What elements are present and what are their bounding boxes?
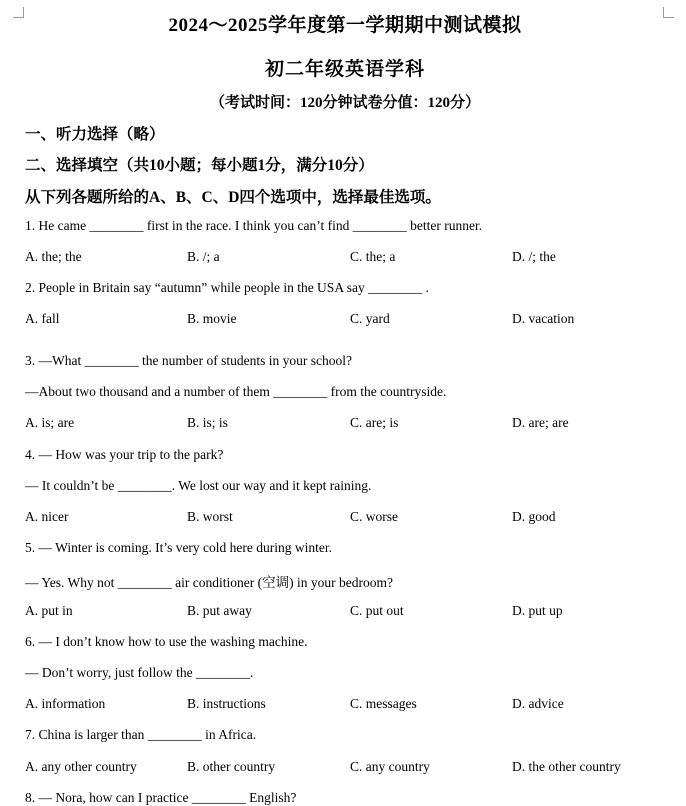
option-c: C. any country [350,759,430,774]
section-listening: 一、听力选择（略） [25,126,165,143]
question-6-options [25,696,665,714]
option-a: A. information [25,696,106,711]
option-b: B. other country [187,759,276,774]
question-4-options [25,509,665,527]
question-4-stem: 4. — How was your trip to the park? [25,447,224,462]
section-instruction: 从下列各题所给的A、B、C、D四个选项中，选择最佳选项。 [25,189,441,206]
option-b: B. is; is [187,415,228,430]
option-d: D. put up [512,603,563,618]
question-8-stem: 8. — Nora, how can I practice ________ English? [25,790,297,805]
option-b: B. /; a [187,249,220,264]
option-d: D. the other country [512,759,621,774]
option-a: A. the; the [25,249,82,264]
option-a: A. fall [25,311,60,326]
option-d: D. vacation [512,311,575,326]
option-c: C. put out [350,603,404,618]
option-c: C. worse [350,509,398,524]
question-1-options [25,249,665,267]
option-a: A. any other country [25,759,137,774]
question-6-stem-reply: — Don’t worry, just follow the ________. [25,665,254,680]
option-a: A. nicer [25,509,69,524]
question-1-stem: 1. He came ________ first in the race. I think you can’t find ________ better runner. [25,218,483,233]
exam-title: 2024～2025学年度第一学期期中测试模拟 [168,15,522,36]
option-b: B. instructions [187,696,266,711]
question-5-options [25,603,665,621]
question-7-options [25,759,665,777]
option-c: C. messages [350,696,417,711]
option-c: C. are; is [350,415,399,430]
option-b: B. worst [187,509,233,524]
option-b: B. put away [187,603,252,618]
question-3-stem-reply: —About two thousand and a number of them ________ from the countryside. [25,384,447,399]
section-fill-in: 二、选择填空（共10小题；每小题1分，满分10分） [25,157,374,174]
exam-info: （考试时间：120分钟试卷分值：120分） [209,95,480,111]
option-a: A. put in [25,603,73,618]
question-4-stem-reply: — It couldn’t be ________. We lost our way and it kept raining. [25,478,372,493]
page-corner-mark-left [13,7,24,18]
question-6-stem: 6. — I don’t know how to use the washing machine. [25,634,308,649]
question-7-stem: 7. China is larger than ________ in Africa. [25,727,257,742]
question-5-stem: 5. — Winter is coming. It’s very cold here during winter. [25,540,333,555]
question-2-stem: 2. People in Britain say “autumn” while people in the USA say ________ . [25,280,429,295]
question-5-stem-reply: — Yes. Why not ________ air conditioner (空调) in your bedroom? [25,575,393,590]
option-c: C. yard [350,311,390,326]
question-3-options [25,415,665,433]
option-a: A. is; are [25,415,75,430]
option-d: D. /; the [512,249,556,264]
option-d: D. are; are [512,415,569,430]
question-2-options [25,311,665,329]
option-d: D. advice [512,696,564,711]
question-3-stem: 3. —What ________ the number of students in your school? [25,353,352,368]
option-d: D. good [512,509,556,524]
option-b: B. movie [187,311,237,326]
option-c: C. the; a [350,249,396,264]
exam-subtitle: 初二年级英语学科 [264,59,425,80]
